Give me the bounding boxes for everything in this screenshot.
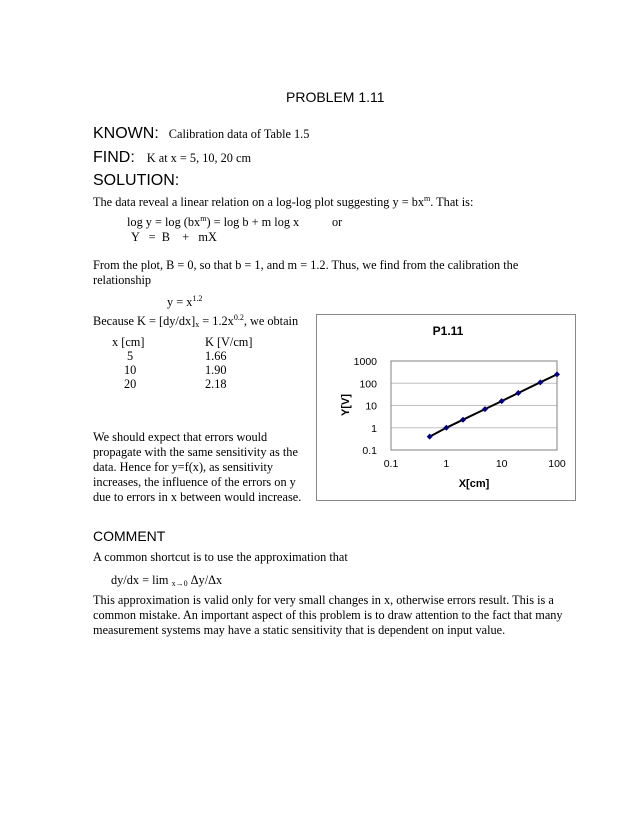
table-cell: 1.66: [205, 349, 227, 363]
intro-exponent: m: [424, 194, 431, 203]
plot-explanation: From the plot, B = 0, so that b = 1, and m = 1.2. Thus, we find from the calibration the relationship: [93, 258, 519, 287]
rel-a: y = x: [167, 295, 193, 309]
table-header-x: x [cm]: [112, 335, 145, 349]
log-log-chart: [316, 314, 576, 501]
chart-area: [317, 315, 576, 501]
comment-label: COMMENT: [93, 528, 166, 544]
table-cell: 10: [124, 363, 137, 377]
y-tick-label: 10: [365, 400, 377, 413]
y-tick-label: 100: [359, 378, 377, 391]
limit-equation: [111, 573, 222, 588]
table-cell: 20: [124, 377, 137, 391]
x-tick-label: 100: [548, 458, 566, 470]
known-text: Calibration data of Table 1.5: [168, 127, 310, 141]
table-cell: 2.18: [205, 377, 227, 391]
known-label: KNOWN:: [93, 125, 159, 142]
x-axis-label: X[cm]: [458, 478, 490, 490]
known-row: [93, 125, 309, 143]
solution-label: SOLUTION:: [93, 172, 180, 189]
error-propagation-text: We should expect that errors would propagate with the same sensitivity as the data. Hence for y=f(x), as sensitivity increases, the influence of the errors on y due to errors in x between would increase.: [93, 430, 302, 504]
sensitivity-definition: [93, 314, 298, 329]
intro-text-b: . That is:: [430, 195, 474, 209]
table-header-k: K [V/cm]: [205, 335, 253, 349]
because-sub: x: [195, 320, 200, 329]
comment-body: This approximation is valid only for very small changes in x, otherwise errors result. This is a common mistake. An important aspect of this problem is to draw attention to the fact that many measurement systems may have a static sensitivity that is dependent on input value.: [93, 593, 563, 637]
relationship-equation: [167, 295, 202, 310]
eq1-exponent: m: [200, 214, 207, 223]
x-tick-label: 0.1: [383, 458, 399, 470]
because-exponent: 0.2: [233, 313, 244, 322]
equation-log: [127, 215, 299, 230]
problem-title: PROBLEM 1.11: [286, 89, 385, 105]
x-tick-label: 1: [443, 458, 450, 470]
table-cell: 1.90: [205, 363, 227, 377]
limit-a: dy/dx = lim: [111, 573, 172, 587]
limit-sub: x→0: [171, 579, 188, 588]
y-tick-label: 1000: [353, 356, 377, 368]
solution-intro: [93, 195, 473, 210]
because-c: , we obtain: [243, 314, 299, 328]
equation-linear: Y = B + mX: [131, 230, 217, 244]
eq1-a: log y = log (bx: [127, 215, 201, 229]
find-text: K at x = 5, 10, 20 cm: [146, 151, 252, 165]
intro-text-a: The data reveal a linear relation on a log-log plot suggesting y = bx: [93, 195, 424, 209]
rel-exponent: 1.2: [192, 294, 203, 303]
find-label: FIND:: [93, 149, 135, 166]
y-axis-label: Y[V]: [340, 394, 352, 416]
because-a: Because K = [dy/dx]: [93, 314, 196, 328]
y-tick-label: 1: [371, 422, 377, 435]
equation-or: or: [332, 215, 343, 229]
because-b: = 1.2x: [199, 314, 234, 328]
table-cell: 5: [127, 349, 134, 363]
y-tick-label: 0.1: [362, 445, 377, 457]
find-row: [93, 149, 251, 167]
eq1-b: ) = log b + m log x: [206, 215, 300, 229]
limit-b: Δy/Δx: [187, 573, 223, 587]
comment-intro: A common shortcut is to use the approximation that: [93, 550, 348, 564]
x-tick-label: 10: [495, 458, 508, 470]
chart-title: P1.11: [432, 324, 464, 338]
